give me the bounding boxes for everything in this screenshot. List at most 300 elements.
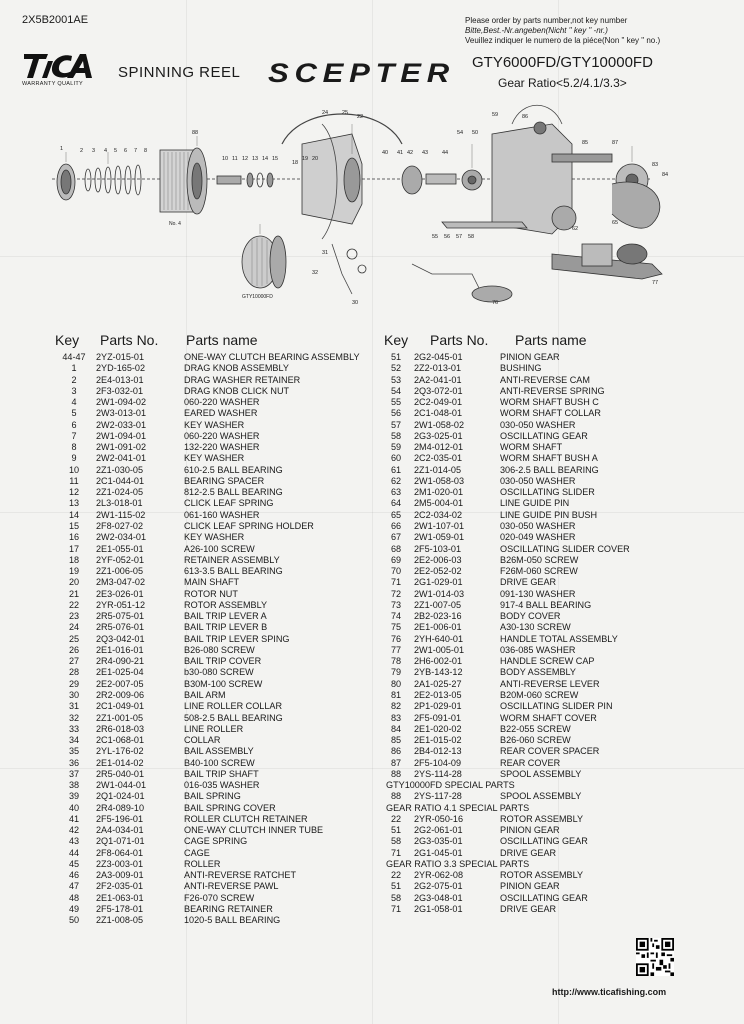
parts-no-cell: 2F5-196-01	[96, 813, 144, 824]
parts-no-cell: 2F5-091-01	[414, 712, 462, 723]
key-cell: 69	[390, 554, 402, 565]
parts-no-cell: 2P1-029-01	[414, 701, 462, 712]
parts-no-cell: 2Q1-024-01	[96, 791, 145, 802]
parts-name-cell: B22-055 SCREW	[500, 723, 571, 734]
parts-no-cell: 2M5-004-01	[414, 498, 464, 509]
parts-name-cell: KEY WASHER	[184, 532, 245, 543]
parts-no-cell: 2YF-052-01	[96, 554, 145, 565]
key-cell: 68	[390, 543, 402, 554]
parts-row	[378, 904, 700, 915]
parts-name-cell: 132-220 WASHER	[184, 442, 260, 453]
parts-name-cell: PINION GEAR	[500, 352, 560, 362]
section-heading: GTY10000FD SPECIAL PARTS	[386, 780, 515, 791]
key-cell: 86	[390, 746, 402, 757]
parts-name-cell: OSCILLATING SLIDER COVER	[500, 543, 630, 554]
key-cell: 82	[390, 701, 402, 712]
parts-name-cell: 061-160 WASHER	[184, 509, 260, 520]
key-cell: 7	[71, 430, 77, 441]
key-cell: 50	[68, 915, 80, 926]
parts-row	[378, 769, 700, 780]
parts-no-cell: 2W2-033-01	[96, 419, 147, 430]
key-cell: 10	[68, 464, 80, 475]
key-cell: 87	[390, 757, 402, 768]
parts-row	[378, 453, 700, 464]
parts-name-cell: ROLLER	[184, 858, 221, 869]
key-cell: 14	[68, 509, 80, 520]
parts-name-cell: B30M-100 SCREW	[184, 678, 263, 689]
parts-row	[378, 701, 700, 712]
parts-row	[52, 442, 384, 453]
key-cell: 1	[71, 363, 77, 374]
parts-no-cell: 2E2-006-03	[414, 554, 462, 565]
parts-no-cell: 2A1-025-27	[414, 678, 462, 689]
svg-text:55: 55	[432, 234, 439, 240]
section-heading: GEAR RATIO 3.3 SPECIAL PARTS	[386, 858, 530, 869]
svg-text:83: 83	[652, 162, 659, 168]
parts-no-cell: 2Z1-008-05	[96, 915, 144, 926]
key-cell: 17	[68, 543, 80, 554]
parts-no-cell: 2YH-640-01	[414, 633, 464, 644]
parts-no-cell: 2Q3-072-01	[414, 385, 463, 396]
parts-no-cell: 2Z1-014-05	[414, 464, 462, 475]
key-cell: 58	[390, 836, 402, 847]
parts-name-cell: BAIL TRIP SHAFT	[184, 768, 259, 779]
parts-no-cell: 2R5-040-01	[96, 768, 145, 779]
parts-no-cell: 2E2-007-05	[96, 678, 144, 689]
parts-no-cell: 2E1-063-01	[96, 892, 144, 903]
diagram-caption: GTY10000FD	[242, 294, 273, 300]
parts-name-cell: KEY WASHER	[184, 419, 245, 430]
svg-text:1: 1	[60, 146, 64, 152]
parts-row	[52, 510, 384, 521]
parts-no-cell: 2E1-014-02	[96, 757, 144, 768]
parts-row	[378, 803, 700, 814]
parts-row	[378, 375, 700, 386]
svg-text:76: 76	[492, 300, 499, 306]
key-cell: 11	[69, 475, 79, 486]
key-cell: 15	[68, 520, 80, 531]
parts-name-cell: b30-080 SCREW	[184, 667, 254, 678]
key-cell: 63	[390, 487, 402, 498]
svg-text:11: 11	[232, 156, 238, 162]
parts-row	[378, 544, 700, 555]
parts-row	[378, 442, 700, 453]
key-cell: 42	[68, 825, 80, 836]
svg-text:20: 20	[312, 156, 319, 162]
parts-row	[378, 386, 700, 397]
parts-name-cell: DRIVE GEAR	[500, 577, 557, 588]
parts-no-cell: 2H6-002-01	[414, 656, 463, 667]
parts-no-cell: 2W1-044-01	[96, 780, 147, 791]
parts-name-cell: A30-130 SCREW	[500, 622, 571, 633]
parts-name-cell: WORM SHAFT COLLAR	[500, 408, 601, 419]
key-cell: 88	[390, 768, 402, 779]
parts-name-cell: B26M-050 SCREW	[500, 554, 579, 565]
parts-no-cell: 2F3-032-01	[96, 385, 144, 396]
parts-name-cell: CAGE SPRING	[184, 836, 248, 847]
parts-no-cell: 2Z1-006-05	[96, 566, 144, 577]
parts-name-cell: HANDLE TOTAL ASSEMBLY	[500, 633, 618, 644]
key-cell: 38	[68, 780, 80, 791]
parts-name-cell: BAIL TRIP LEVER A	[184, 611, 267, 622]
svg-text:43: 43	[422, 150, 429, 156]
parts-row	[52, 758, 384, 769]
key-cell: 70	[390, 566, 402, 577]
parts-no-cell: 2L3-018-01	[96, 498, 143, 509]
key-cell: 51	[390, 352, 402, 362]
parts-row	[378, 746, 700, 757]
parts-no-cell: 2YR-062-08	[414, 870, 464, 881]
parts-row	[52, 634, 384, 645]
parts-row	[52, 555, 384, 566]
svg-text:19: 19	[302, 156, 309, 162]
key-cell: 8	[71, 442, 77, 453]
parts-row	[378, 848, 700, 859]
parts-name-cell: 812-2.5 BALL BEARING	[184, 487, 283, 498]
parts-name-cell: 036-085 WASHER	[500, 644, 576, 655]
parts-no-cell: 2G1-029-01	[414, 577, 463, 588]
key-cell: 16	[68, 532, 80, 543]
parts-no-cell: 2W1-005-01	[414, 644, 465, 655]
parts-name-cell: OSCILLATING GEAR	[500, 892, 588, 903]
parts-name-cell: DRAG KNOB ASSEMBLY	[184, 363, 289, 374]
parts-name-cell: ANTI-REVERSE RATCHET	[184, 870, 296, 881]
tica-logo	[22, 50, 98, 90]
parts-name-cell: ONE-WAY CLUTCH BEARING ASSEMBLY	[184, 352, 360, 362]
parts-row	[52, 859, 384, 870]
parts-name-cell: OSCILLATING SLIDER PIN	[500, 701, 613, 712]
key-cell: 48	[68, 892, 80, 903]
parts-table-left	[52, 352, 384, 927]
parts-row	[52, 667, 384, 678]
section-heading: GEAR RATIO 4.1 SPECIAL PARTS	[386, 802, 530, 813]
parts-name-cell: 060-220 WASHER	[184, 397, 260, 408]
parts-row	[378, 713, 700, 724]
key-cell: 5	[71, 408, 77, 419]
parts-name-cell: 060-220 WASHER	[184, 430, 260, 441]
parts-row	[52, 453, 384, 464]
parts-name-cell: 020-049 WASHER	[500, 532, 576, 543]
parts-row	[52, 600, 384, 611]
parts-no-cell: 2R2-009-06	[96, 689, 145, 700]
qr-code-icon	[636, 938, 674, 976]
parts-row	[378, 893, 700, 904]
key-cell: 72	[390, 588, 402, 599]
parts-row	[52, 397, 384, 408]
parts-no-cell: 2W1-058-03	[414, 475, 465, 486]
parts-no-cell: 2YB-143-12	[414, 667, 463, 678]
parts-row	[52, 532, 384, 543]
parts-row	[378, 791, 700, 802]
svg-text:41: 41	[397, 150, 404, 156]
parts-no-cell: 2YZ-015-01	[96, 352, 145, 362]
parts-row	[52, 577, 384, 588]
key-cell: 32	[68, 712, 80, 723]
key-cell: 24	[68, 622, 80, 633]
svg-text:58: 58	[468, 234, 475, 240]
parts-no-cell: 2G1-058-01	[414, 904, 463, 915]
parts-name-cell: BAIL ASSEMBLY	[184, 746, 254, 757]
diagram-no4: No. 4	[169, 221, 181, 227]
parts-name-cell: BEARING SPACER	[184, 475, 265, 486]
parts-no-cell: 2Z1-024-05	[96, 487, 144, 498]
parts-table-right	[378, 352, 700, 915]
parts-row	[52, 521, 384, 532]
key-cell: 71	[390, 847, 402, 858]
key-cell: 2	[71, 374, 77, 385]
parts-name-cell: B40-100 SCREW	[184, 757, 255, 768]
parts-name-cell: WORM SHAFT	[500, 442, 563, 453]
parts-no-cell: 2G2-061-01	[414, 825, 463, 836]
parts-row	[52, 746, 384, 757]
parts-name-cell: 508-2.5 BALL BEARING	[184, 712, 283, 723]
key-cell: 67	[390, 532, 402, 543]
parts-row	[52, 566, 384, 577]
key-cell: 55	[390, 397, 402, 408]
key-cell: 88	[390, 791, 402, 802]
parts-row	[378, 589, 700, 600]
key-cell: 80	[390, 678, 402, 689]
parts-row	[378, 431, 700, 442]
parts-no-cell: 2E1-025-04	[96, 667, 144, 678]
parts-no-cell: 2B4-012-13	[414, 746, 462, 757]
parts-name-cell: B26-080 SCREW	[184, 644, 255, 655]
parts-name-cell: LINE GUIDE PIN	[500, 498, 570, 509]
parts-row	[378, 825, 700, 836]
key-cell: 30	[68, 689, 80, 700]
parts-no-cell: 2C2-035-01	[414, 453, 463, 464]
svg-text:88: 88	[192, 130, 199, 136]
key-cell: 39	[68, 791, 80, 802]
key-cell: 40	[68, 802, 80, 813]
svg-text:18: 18	[292, 160, 299, 166]
gear-ratio: Gear Ratio<5.2/4.1/3.3>	[498, 76, 627, 90]
parts-no-cell: 2YS-117-28	[414, 791, 462, 802]
parts-no-cell: 2E1-016-01	[96, 644, 144, 655]
svg-text:77: 77	[652, 280, 659, 286]
parts-row	[378, 814, 700, 825]
parts-row	[378, 780, 700, 791]
parts-row	[52, 803, 384, 814]
parts-row	[378, 622, 700, 633]
key-cell: 78	[390, 656, 402, 667]
parts-row	[52, 780, 384, 791]
svg-text:62: 62	[572, 226, 579, 232]
parts-name-cell: PINION GEAR	[500, 825, 560, 836]
parts-row	[378, 363, 700, 374]
parts-no-cell: 2A3-009-01	[96, 870, 144, 881]
key-cell: 51	[390, 881, 402, 892]
parts-name-cell: BAIL SPRING COVER	[184, 802, 276, 813]
parts-row	[52, 656, 384, 667]
parts-name-cell: WORM SHAFT BUSH A	[500, 453, 598, 464]
key-cell: 58	[390, 430, 402, 441]
parts-name-cell: ROTOR ASSEMBLY	[500, 813, 584, 824]
parts-row	[378, 611, 700, 622]
parts-row	[52, 791, 384, 802]
order-note-fr: Veuillez indiquer le numero de la piéce(Non " key " no.)	[465, 36, 661, 45]
parts-no-cell: 2YS-114-28	[414, 768, 462, 779]
parts-name-cell: ONE-WAY CLUTCH INNER TUBE	[184, 825, 324, 836]
parts-name-cell: CLICK LEAF SPRING HOLDER	[184, 520, 314, 531]
key-cell: 43	[68, 836, 80, 847]
key-cell: 47	[68, 881, 80, 892]
key-cell: 27	[68, 656, 80, 667]
key-cell: 61	[390, 464, 402, 475]
key-cell: 21	[68, 588, 80, 599]
parts-row	[378, 656, 700, 667]
parts-no-cell: 2F2-035-01	[96, 881, 144, 892]
model-numbers: GTY6000FD/GTY10000FD	[472, 54, 653, 71]
parts-no-cell: 2C1-068-01	[96, 735, 145, 746]
parts-name-cell: 030-050 WASHER	[500, 520, 576, 531]
key-cell: 6	[71, 419, 77, 430]
parts-name-cell: ROTOR NUT	[184, 588, 238, 599]
parts-name-cell: 091-130 WASHER	[500, 588, 576, 599]
parts-row	[378, 420, 700, 431]
parts-no-cell: 2W1-091-02	[96, 442, 147, 453]
key-cell: 18	[68, 554, 80, 565]
parts-row	[52, 870, 384, 881]
parts-name-cell: REAR COVER	[500, 757, 561, 768]
parts-row	[52, 589, 384, 600]
tica-logo-mark	[22, 50, 98, 80]
parts-name-cell: 613-3.5 BALL BEARING	[184, 566, 283, 577]
parts-no-cell: 2C1-048-01	[414, 408, 463, 419]
parts-name-cell: ANTI-REVERSE SPRING	[500, 385, 605, 396]
parts-no-cell: 2F8-027-02	[96, 520, 144, 531]
parts-name-cell: BEARING RETAINER	[184, 904, 273, 915]
key-cell: 34	[68, 735, 80, 746]
parts-row	[378, 555, 700, 566]
parts-no-cell: 2E4-013-01	[96, 374, 144, 385]
parts-row	[378, 870, 700, 881]
parts-no-cell: 2G1-045-01	[414, 847, 463, 858]
parts-no-cell: 2E2-013-05	[414, 689, 462, 700]
parts-name-cell: ROLLER CLUTCH RETAINER	[184, 813, 308, 824]
parts-row	[378, 577, 700, 588]
parts-name-cell: BAIL TRIP LEVER SPING	[184, 633, 290, 644]
parts-row	[378, 735, 700, 746]
svg-text:22: 22	[357, 114, 364, 120]
parts-row	[52, 476, 384, 487]
parts-no-cell: 2B2-023-16	[414, 611, 462, 622]
svg-text:25: 25	[342, 110, 349, 116]
parts-no-cell: 2F5-103-01	[414, 543, 462, 554]
parts-no-cell: 2G2-075-01	[414, 881, 463, 892]
parts-name-cell: BODY ASSEMBLY	[500, 667, 576, 678]
parts-row	[52, 679, 384, 690]
svg-text:54: 54	[457, 130, 464, 136]
website-url: http://www.ticafishing.com	[552, 987, 667, 997]
parts-no-cell: 2F8-064-01	[96, 847, 144, 858]
parts-name-cell: REAR COVER SPACER	[500, 746, 600, 757]
parts-name-cell: 1020-5 BALL BEARING	[184, 915, 281, 926]
parts-row	[52, 848, 384, 859]
key-cell: 36	[68, 757, 80, 768]
parts-no-cell: 2E3-026-01	[96, 588, 144, 599]
parts-no-cell: 2YR-051-12	[96, 599, 146, 610]
svg-text:10: 10	[222, 156, 229, 162]
key-cell: 4	[71, 397, 77, 408]
parts-no-cell: 2A4-034-01	[96, 825, 144, 836]
parts-no-cell: 2R6-018-03	[96, 723, 145, 734]
key-cell: 31	[68, 701, 80, 712]
parts-name-cell: 917-4 BALL BEARING	[500, 599, 592, 610]
svg-text:31: 31	[322, 250, 329, 256]
parts-no-cell: 2M3-047-02	[96, 577, 146, 588]
brand-name: SCEPTER	[268, 58, 455, 88]
parts-row	[52, 420, 384, 431]
parts-row	[52, 408, 384, 419]
parts-name-cell: LINE ROLLER	[184, 723, 244, 734]
parts-row	[52, 363, 384, 374]
parts-row	[378, 352, 700, 363]
parts-row	[378, 566, 700, 577]
parts-no-cell: 2Q3-042-01	[96, 633, 145, 644]
parts-row	[378, 836, 700, 847]
svg-text:50: 50	[472, 130, 479, 136]
key-cell: 22	[68, 599, 80, 610]
parts-no-cell: 2M4-012-01	[414, 442, 464, 453]
key-cell: 33	[68, 723, 80, 734]
parts-row	[52, 544, 384, 555]
parts-name-cell: F26-070 SCREW	[184, 892, 255, 903]
key-cell: 44	[68, 847, 80, 858]
parts-row	[52, 825, 384, 836]
parts-row	[378, 476, 700, 487]
key-cell: 71	[390, 577, 402, 588]
parts-row	[52, 375, 384, 386]
parts-row	[52, 724, 384, 735]
svg-text:2: 2	[80, 148, 84, 154]
parts-name-cell: ROTOR ASSEMBLY	[500, 870, 584, 881]
svg-text:30: 30	[352, 300, 359, 306]
parts-no-cell: 2E1-055-01	[96, 543, 144, 554]
parts-name-cell: SPOOL ASSEMBLY	[500, 768, 582, 779]
parts-no-cell: 2G3-025-01	[414, 430, 463, 441]
parts-row	[52, 713, 384, 724]
key-cell: 79	[390, 667, 402, 678]
parts-name-cell: A26-100 SCREW	[184, 543, 255, 554]
parts-no-cell: 2C1-049-01	[96, 701, 145, 712]
header-partsname-right: Parts name	[515, 332, 587, 348]
parts-row	[52, 352, 384, 363]
parts-no-cell: 2YL-176-02	[96, 746, 144, 757]
key-cell: 66	[390, 520, 402, 531]
parts-no-cell: 2W1-058-02	[414, 419, 465, 430]
parts-row	[52, 622, 384, 633]
parts-name-cell: ANTI-REVERSE LEVER	[500, 678, 600, 689]
parts-name-cell: LINE ROLLER COLLAR	[184, 701, 283, 712]
key-cell: 74	[390, 611, 402, 622]
parts-row	[378, 521, 700, 532]
parts-no-cell: 2E1-015-02	[414, 735, 462, 746]
parts-name-cell: CAGE	[184, 847, 210, 858]
key-cell: 12	[68, 487, 80, 498]
parts-name-cell: HANDLE SCREW CAP	[500, 656, 595, 667]
parts-row	[52, 690, 384, 701]
parts-row	[378, 758, 700, 769]
svg-text:4: 4	[104, 148, 108, 154]
key-cell: 45	[68, 858, 80, 869]
svg-text:5: 5	[114, 148, 118, 154]
key-cell: 84	[390, 723, 402, 734]
parts-no-cell: 2Z1-007-05	[414, 599, 462, 610]
parts-name-cell: 016-035 WASHER	[184, 780, 260, 791]
parts-row	[378, 724, 700, 735]
parts-name-cell: B26-060 SCREW	[500, 735, 571, 746]
